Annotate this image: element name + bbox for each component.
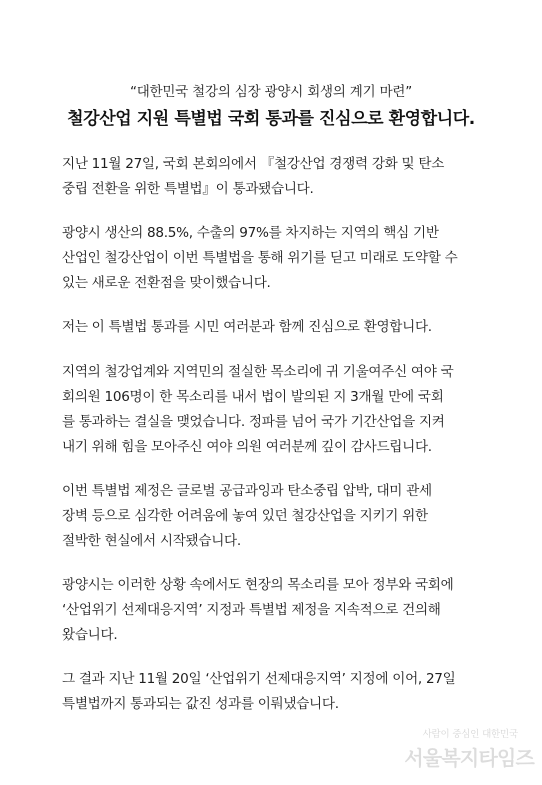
document-title: 철강산업 지원 특별법 국회 통과를 진심으로 환영합니다.: [67, 109, 475, 129]
paragraph-7: [62, 667, 482, 717]
paragraph-1: [62, 152, 482, 202]
paragraph-4: [62, 360, 482, 460]
watermark-tagline: 사람이 중심인 대한민국: [422, 729, 518, 740]
paragraph-line: 중립 전환을 위한 특별법』이 통과됐습니다.: [62, 181, 314, 197]
paragraph-line: 지난 11월 27일, 국회 본회의에서 『철강산업 경쟁력 강화 및 탄소: [62, 156, 445, 172]
paragraph-line: 저는 이 특별법 통과를 시민 여러분과 함께 진심으로 환영합니다.: [62, 319, 432, 335]
paragraph-line: 를 통과하는 결실을 맺었습니다. 정파를 넘어 국가 기간산업을 지켜: [62, 414, 445, 430]
paragraph-line: 왔습니다.: [62, 627, 118, 643]
paragraph-line: 그 결과 지난 11월 20일 ‘산업위기 선제대응지역’ 지정에 이어, 27일: [62, 671, 456, 687]
paragraph-line: 이번 특별법 제정은 글로벌 공급과잉과 탄소중립 압박, 대미 관세: [62, 483, 432, 499]
paragraph-line: 있는 새로운 전환점을 맞이했습니다.: [62, 275, 271, 291]
paragraph-line: 장벽 등으로 심각한 어려움에 놓여 있던 철강산업을 지키기 위한: [62, 508, 428, 524]
paragraph-line: 광양시는 이러한 상황 속에서도 현장의 목소리를 모아 정부와 국회에: [62, 577, 454, 593]
paragraph-line: 광양시 생산의 88.5%, 수출의 97%를 차지하는 지역의 핵심 기반: [62, 225, 439, 241]
watermark-brand: 서울복지타임즈: [404, 746, 534, 770]
paragraph-line: 내기 위해 힘을 모아주신 여야 의원 여러분께 깊이 감사드립니다.: [62, 439, 432, 455]
paragraph-line: 절박한 현실에서 시작됐습니다.: [62, 533, 241, 549]
paragraph-line: 산업인 철강산업이 이번 특별법을 통해 위기를 딛고 미래로 도약할 수: [62, 250, 458, 266]
paragraph-2: [62, 221, 482, 296]
paragraph-line: 특별법까지 통과되는 값진 성과를 이뤄냈습니다.: [62, 696, 339, 712]
paragraph-line: 지역의 철강업계와 지역민의 절실한 목소리에 귀 기울여주신 여야 국: [62, 364, 454, 380]
paragraph-6: [62, 573, 482, 648]
paragraph-line: 회의원 106명이 한 목소리를 내서 법이 발의된 지 3개월 만에 국회: [62, 389, 444, 405]
paragraph-3: [62, 315, 482, 340]
paragraph-5: [62, 479, 482, 554]
paragraph-line: ‘산업위기 선제대응지역’ 지정과 특별법 제정을 지속적으로 건의해: [62, 602, 441, 618]
publisher-watermark: [404, 726, 534, 771]
document-subtitle: “대한민국 철강의 심장 광양시 회생의 계기 마련”: [129, 84, 413, 100]
